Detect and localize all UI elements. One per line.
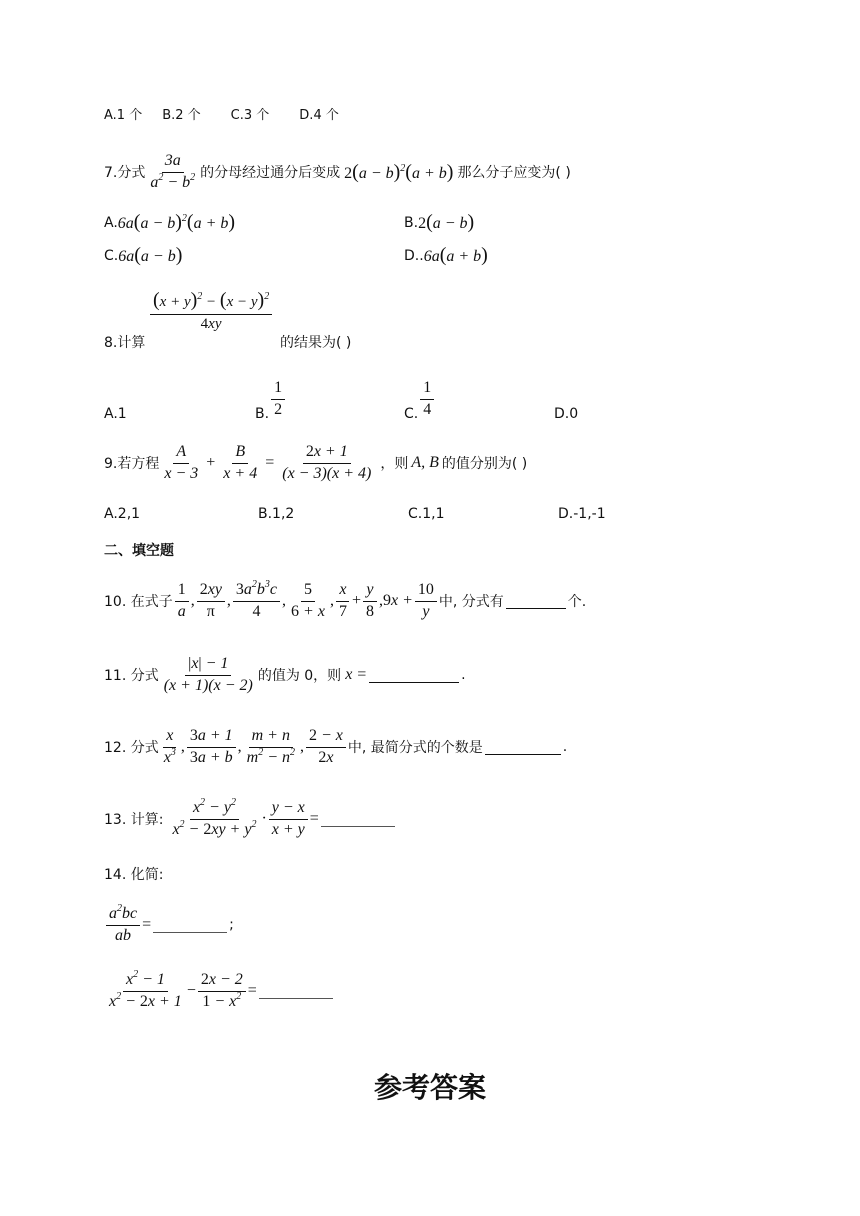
question-12: 12. 分式 $\frac{x}{x^3}$ , $\frac{3a + 1}{3a + b}$ , $\frac{m + n}{m^2 - n^2}$ , $\frac{2 - x}{2x}$ 中, 最简分式的个数是 . [104, 727, 568, 766]
q8-fraction: $\frac{(x + y)^2 - (x - y)^2}{4xy}$ [148, 290, 274, 334]
q9-option-d: D.-1,-1 [558, 506, 606, 522]
answer-title: 参考答案 [373, 1071, 486, 1104]
q7-option-b: B. 2(a − b) [404, 211, 475, 233]
q7-prefix: 7.分式 [104, 165, 146, 181]
q7-fraction: $\frac{3a}{a^2 - b^2}$ [150, 152, 196, 191]
q8-option-c: C. $\frac{1}{4}$ [404, 376, 436, 422]
q10-answer-blank[interactable] [506, 594, 566, 609]
q8-prefix: 8.计算 [104, 335, 146, 351]
question-11: 11. 分式 $\frac{|x| - 1}{(x + 1)(x - 2)}$ 的值为 0，则 x = . [104, 655, 466, 694]
question-9: 9.若方程 $\frac{A}{x - 3}$ + $\frac{B}{x + 4}$ = $\frac{2x + 1}{(x - 3)(x + 4)}$ ，则 A, B 的值分别为( ) [104, 443, 528, 482]
q6-option-d: D.4 个 [299, 108, 339, 123]
q7-option-a: A. $6a(a - b)^2(a + b)$ [104, 211, 236, 233]
q12-answer-blank[interactable] [485, 740, 561, 755]
question-7 [104, 150, 571, 194]
q14-part-2: $\frac{x^2 - 1}{x^2 - 2x + 1}$ − $\frac{2x - 2}{1 - x^2}$ = [104, 968, 335, 1014]
q11-answer-blank[interactable] [369, 668, 459, 683]
q7-option-d: D.. 6a(a + b) [404, 244, 488, 266]
q8-suffix: 的结果为( ) [280, 335, 352, 351]
q9-option-b: B.1,2 [258, 506, 295, 522]
q7-option-c: C. 6a(a − b) [104, 244, 183, 266]
q6-option-b: B.2 个 [162, 108, 201, 123]
q13-answer-blank[interactable] [321, 812, 395, 827]
question-10: 10. 在式子 $\frac{1}{a}$ , $\frac{2xy}{\pi}$ , $\frac{3a^2b^3c}{4}$ , $\frac{5}{6 + x}$ , $\frac{x}{7}$ + $\frac{y}{8}$ , 9x + $\frac{10}{y}$ 中, 分式有 个. [104, 579, 587, 620]
q7-suffix: 那么分子应变为( ) [457, 165, 571, 181]
q8-option-a: A.1 [104, 406, 127, 422]
q9-option-a: A.2,1 [104, 506, 141, 522]
section-title-fill-blank: 二、填空题 [104, 543, 174, 559]
q6-option-a: A.1 个 [104, 108, 143, 123]
q8-option-b: B. $\frac{1}{2}$ [255, 376, 287, 422]
q14-part2-answer-blank[interactable] [259, 984, 333, 999]
q6-options [104, 104, 339, 123]
q14-prefix: 14. 化简: [104, 867, 164, 883]
q9-option-c: C.1,1 [408, 506, 445, 522]
q14-part1-answer-blank[interactable] [153, 918, 227, 933]
q14-part-1: $\frac{a^2bc}{ab}$ = ; [104, 902, 234, 948]
q8-option-d: D.0 [554, 406, 579, 422]
q7-denominator-expr: $2(a - b)^2(a + b)$ [344, 160, 454, 183]
q7-mid: 的分母经过通分后变成 [200, 165, 341, 181]
question-13: 13. 计算: $\frac{x^2 - y^2}{x^2 - 2xy + y^2}$ · $\frac{y - x}{x + y}$ = [104, 796, 397, 842]
q6-option-c: C.3 个 [230, 108, 270, 123]
